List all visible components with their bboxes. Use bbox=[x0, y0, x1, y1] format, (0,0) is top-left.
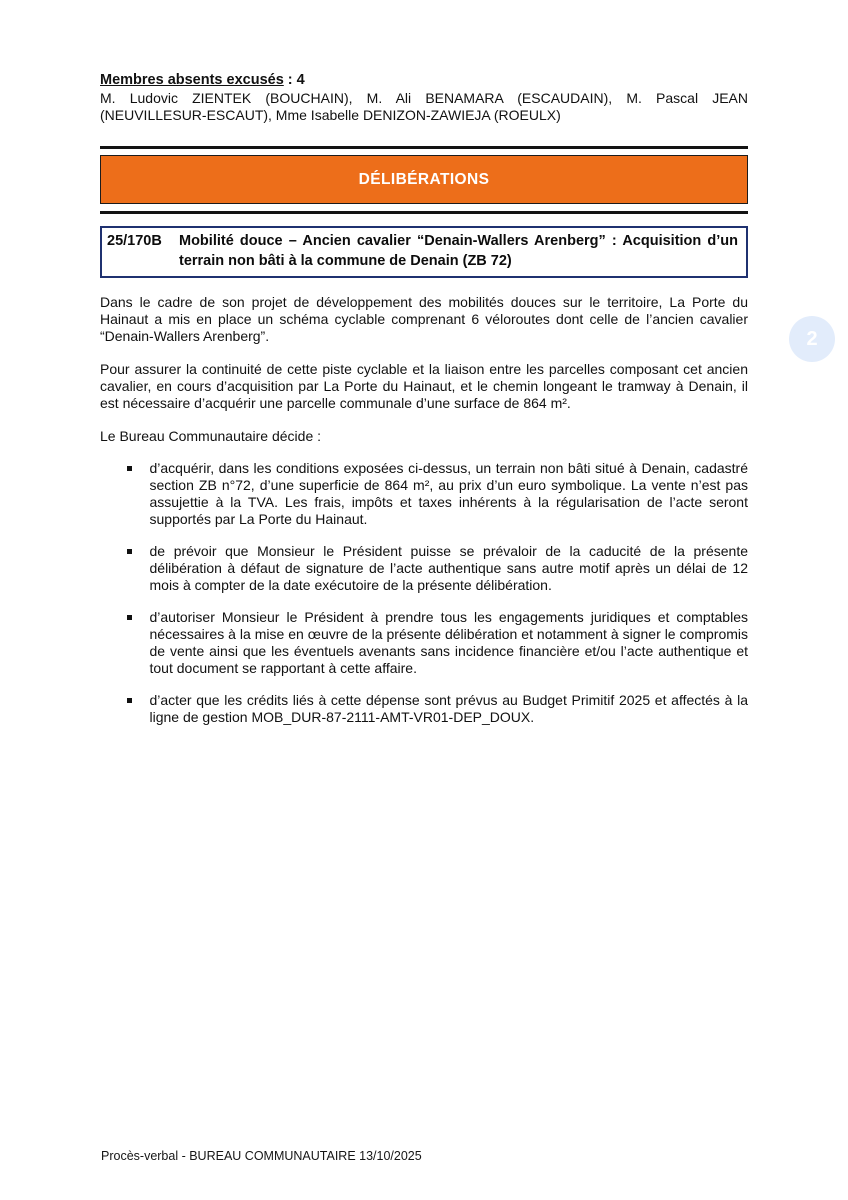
list-item bbox=[100, 692, 748, 726]
deliberations-banner bbox=[100, 155, 748, 204]
footer-text: Procès-verbal - BUREAU COMMUNAUTAIRE 13/10/2025 bbox=[101, 1149, 422, 1163]
list-item-text: de prévoir que Monsieur le Président puisse se prévaloir de la caducité de la présente délibération à défaut de signature de l’acte authentique sans autre motif après un délai de 12 mois à compter de la date exécutoire de la présente délibération. bbox=[149, 543, 748, 593]
divider-line-top bbox=[100, 146, 748, 149]
body-paragraph: Dans le cadre de son projet de développement des mobilités douces sur le territoire, La Porte du Hainaut a mis en place un schéma cyclable comprenant 6 véloroutes dont celle de l’ancien cavalier “Denain-Wallers Arenberg”. bbox=[100, 294, 748, 344]
absent-members-heading-underlined: Membres absents excusés bbox=[100, 72, 284, 88]
square-bullet-icon bbox=[127, 466, 132, 471]
list-item-text: d’autoriser Monsieur le Président à prendre tous les engagements juridiques et comptables nécessaires à la mise en œuvre de la présente délibération et notamment à signer le compromis de vente ainsi que les éventuels avenants sans incidence financière et/ou l’acte authentique et tout document se rapportant à cette affaire. bbox=[149, 609, 748, 676]
square-bullet-icon bbox=[127, 549, 132, 554]
decision-intro: Le Bureau Communautaire décide : bbox=[100, 428, 322, 444]
list-item bbox=[100, 543, 748, 594]
list-item bbox=[100, 609, 748, 677]
document-content bbox=[100, 72, 748, 726]
decision-list bbox=[100, 460, 748, 726]
absent-members-names: M. Ludovic ZIENTEK (BOUCHAIN), M. Ali BENAMARA (ESCAUDAIN), M. Pascal JEAN (NEUVILLESUR-ESCAUT), Mme Isabelle DENIZON-ZAWIEJA (ROEULX) bbox=[100, 90, 748, 123]
divider-line-bottom bbox=[100, 211, 748, 214]
body-paragraph: Pour assurer la continuité de cette piste cyclable et la liaison entre les parcelles composant cet ancien cavalier, en cours d’acquisition par La Porte du Hainaut, et le chemin longeant le tramway à Denain, il est nécessaire d’acquérir une parcelle communale d’une surface de 864 m². bbox=[100, 361, 748, 411]
deliberation-number: 25/170B bbox=[107, 233, 162, 249]
square-bullet-icon bbox=[127, 615, 132, 620]
deliberation-title-box bbox=[100, 226, 748, 278]
list-item-text: d’acter que les crédits liés à cette dépense sont prévus au Budget Primitif 2025 et affectés à la ligne de gestion MOB_DUR-87-2111-AMT-VR01-DEP_DOUX. bbox=[149, 692, 748, 725]
list-item bbox=[100, 460, 748, 528]
absent-members-heading bbox=[100, 72, 748, 89]
list-item-text: d’acquérir, dans les conditions exposées ci-dessus, un terrain non bâti situé à Denain, cadastré section ZB n°72, d’une superficie de 864 m², au prix d’un euro symbolique. La vente n’est pas assujettie à la TVA. Les frais, impôts et taxes inhérents à la régularisation de l’acte seront supportés par La Porte du Hainaut. bbox=[149, 460, 748, 527]
deliberations-banner-label: DÉLIBÉRATIONS bbox=[358, 170, 490, 188]
deliberation-title: Mobilité douce – Ancien cavalier “Denain-Wallers Arenberg” : Acquisition d’un terrain non bâti à la commune de Denain (ZB 72) bbox=[179, 233, 738, 269]
absent-members-count: : 4 bbox=[283, 72, 305, 88]
page-number-badge: 2 bbox=[789, 316, 835, 362]
square-bullet-icon bbox=[127, 698, 132, 703]
